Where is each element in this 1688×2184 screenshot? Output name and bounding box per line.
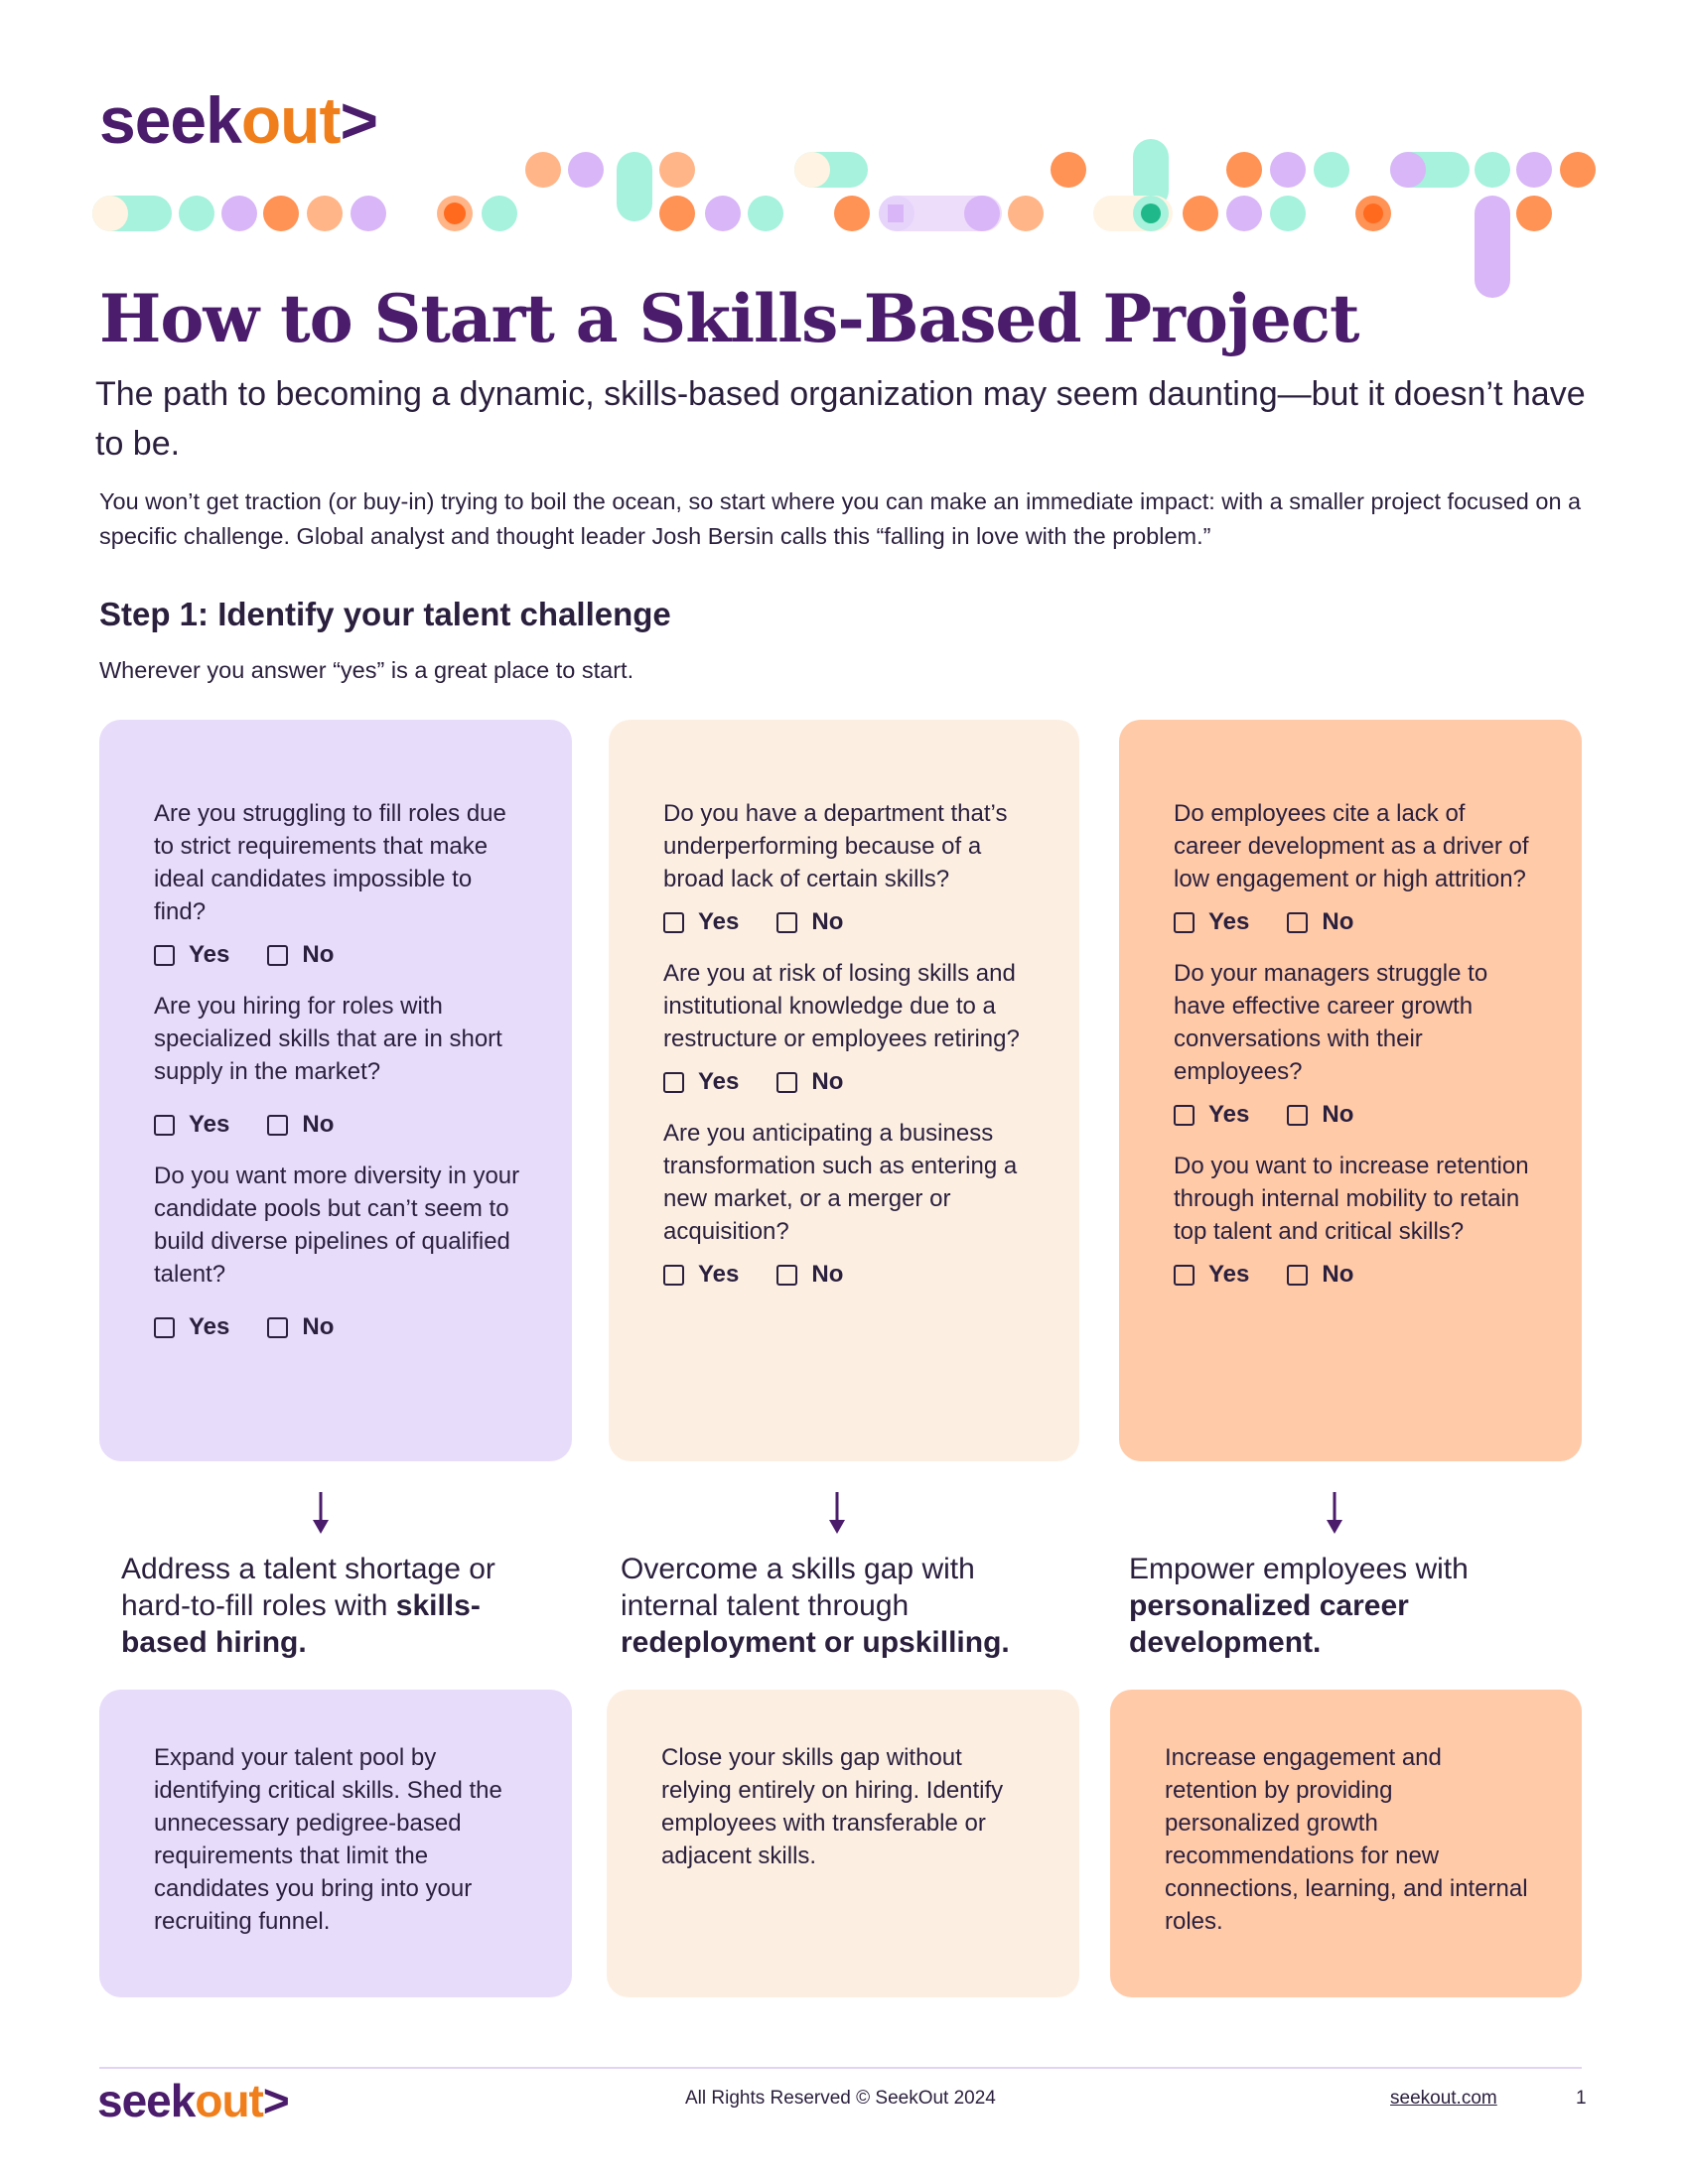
checkbox-square-icon [1287,1105,1308,1126]
arrow-down-icon [827,1492,847,1534]
yes-no-group [663,1067,1030,1097]
checkbox-square-icon [1174,1265,1195,1286]
yes-no-group [663,1260,1030,1290]
question-text: Do you want to increase retention through internal mobility to retain top talent and critical skills? [1174,1153,1529,1245]
no-checkbox[interactable]: No [776,908,843,936]
checkbox-square-icon [776,912,797,933]
outcome-heading-skills-gap: Overcome a skills gap with internal talent through redeployment or upskilling. [621,1553,1010,1659]
decorative-dot-pattern [0,129,1688,298]
checkbox-square-icon [154,1317,175,1338]
question-text: Do employees cite a lack of career development as a driver of low engagement or high attrition? [1174,800,1529,892]
seekout-footer-logo: seekout> [97,2075,289,2126]
checkbox-square-icon [1174,912,1195,933]
yes-no-group [663,907,1030,937]
yes-no-group [1174,907,1532,937]
yes-no-group [154,1312,522,1342]
yes-checkbox[interactable]: Yes [663,1261,739,1289]
yes-checkbox[interactable]: Yes [154,1111,229,1139]
no-checkbox[interactable]: No [267,1313,334,1341]
question-text: Are you struggling to fill roles due to strict requirements that make ideal candidates impossible to find? [154,800,506,925]
description-text: Close your skills gap without relying entirely on hiring. Identify employees with transferable or adjacent skills. [661,1744,1004,1869]
checkbox-square-icon [154,945,175,966]
no-checkbox[interactable]: No [776,1261,843,1289]
checkbox-square-icon [267,1317,288,1338]
yes-checkbox[interactable]: Yes [1174,908,1249,936]
question-text: Do your managers struggle to have effective career growth conversations with their employees? [1174,960,1488,1085]
question-text: Are you hiring for roles with specialized skills that are in short supply in the market? [154,993,502,1085]
seekout-logo: seekout> [99,83,377,157]
checkbox-square-icon [1174,1105,1195,1126]
checkbox-square-icon [663,1265,684,1286]
yes-no-group [1174,1260,1532,1290]
question-card-career [1119,720,1582,1461]
yes-no-group [154,1110,522,1140]
description-card-hiring [99,1690,572,1997]
page-subtitle: The path to becoming a dynamic, skills-based organization may seem daunting—but it doesn’t have to be. [95,375,1586,463]
question-text: Are you at risk of losing skills and institutional knowledge due to a restructure or employees retiring? [663,960,1020,1052]
question-text: Do you want more diversity in your candidate pools but can’t seem to build diverse pipelines of qualified talent? [154,1162,520,1288]
checkbox-square-icon [776,1072,797,1093]
description-text: Expand your talent pool by identifying critical skills. Shed the unnecessary pedigree-based requirements that limit the candidates you bring into your recruiting funnel. [154,1744,502,1935]
yes-no-group [154,940,522,970]
checkbox-square-icon [154,1115,175,1136]
question-card-skills-gap [609,720,1079,1461]
checkbox-square-icon [663,912,684,933]
description-card-skills-gap [607,1690,1079,1997]
question-text: Do you have a department that’s underperforming because of a broad lack of certain skills? [663,800,1008,892]
intro-paragraph: You won’t get traction (or buy-in) trying to boil the ocean, so start where you can make an immediate impact: with a smaller project focused on a specific challenge. Global analyst and thought leader Josh Bersin calls this “falling in love with the problem.” [99,488,1582,549]
checkbox-square-icon [1287,1265,1308,1286]
page-title: How to Start a Skills-Based Project [99,280,1359,357]
page-number: 1 [1576,2088,1587,2109]
no-checkbox[interactable]: No [267,1111,334,1139]
checkbox-square-icon [267,945,288,966]
yes-checkbox[interactable]: Yes [1174,1261,1249,1289]
checkbox-square-icon [267,1115,288,1136]
no-checkbox[interactable]: No [267,941,334,969]
step-title: Step 1: Identify your talent challenge [99,596,671,632]
checkbox-square-icon [663,1072,684,1093]
footer-website-link[interactable]: seekout.com [1390,2088,1497,2109]
arrow-down-icon [1325,1492,1344,1534]
arrow-down-icon [311,1492,331,1534]
no-checkbox[interactable]: No [1287,908,1353,936]
footer-divider [99,2067,1582,2069]
yes-checkbox[interactable]: Yes [154,1313,229,1341]
step-note: Wherever you answer “yes” is a great place to start. [99,657,634,683]
no-checkbox[interactable]: No [1287,1261,1353,1289]
checkbox-square-icon [1287,912,1308,933]
no-checkbox[interactable]: No [1287,1101,1353,1129]
question-text: Are you anticipating a business transformation such as entering a new market, or a merger or acquisition? [663,1120,1018,1245]
yes-checkbox[interactable]: Yes [663,1068,739,1096]
no-checkbox[interactable]: No [776,1068,843,1096]
footer-copyright: All Rights Reserved © SeekOut 2024 [685,2088,996,2109]
description-card-career [1110,1690,1582,1997]
yes-checkbox[interactable]: Yes [1174,1101,1249,1129]
yes-checkbox[interactable]: Yes [663,908,739,936]
yes-checkbox[interactable]: Yes [154,941,229,969]
outcome-heading-hiring: Address a talent shortage or hard-to-fill roles with skills-based hiring. [121,1553,495,1659]
checkbox-square-icon [776,1265,797,1286]
outcome-heading-career: Empower employees with personalized career development. [1129,1553,1469,1659]
question-card-hiring [99,720,572,1461]
yes-no-group [1174,1100,1532,1130]
description-text: Increase engagement and retention by providing personalized growth recommendations for new connections, learning, and internal roles. [1165,1744,1528,1935]
